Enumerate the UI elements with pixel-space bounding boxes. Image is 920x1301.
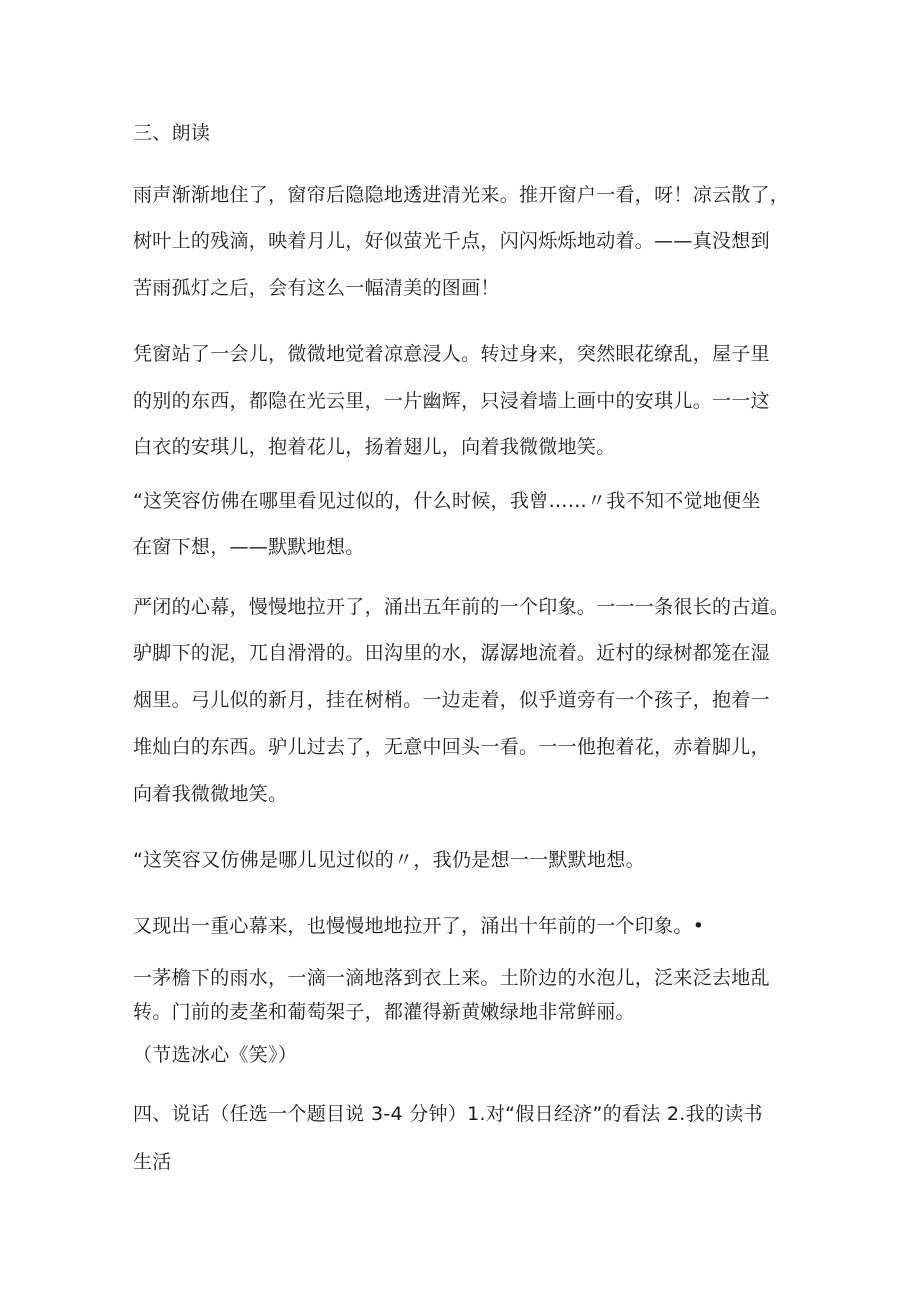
paragraph-2-line-3: 白衣的安琪儿，抱着花儿，扬着翅儿，向着我微微地笑。 [133,436,616,458]
section-4-line-2: 生活 [133,1151,172,1173]
paragraph-7-line-2: 转。门前的麦垄和葡萄架子，都灌得新黄嫩绿地非常鲜丽。 [133,1001,635,1023]
paragraph-4-line-1: 严闭的心幕，慢慢地拉开了，涌出五年前的一个印象。一一一条很长的古道。 [133,596,790,618]
section-3-heading: 三、朗读 [133,122,211,144]
paragraph-1-line-1: 雨声渐渐地住了，窗帘后隐隐地透进清光来。推开窗户一看，呀！凉云散了， [133,184,790,206]
paragraph-2-line-1: 凭窗站了一会儿，微微地觉着凉意浸人。转过身来，突然眼花缭乱，屋子里 [133,343,770,365]
paragraph-4-line-5: 向着我微微地笑。 [133,783,288,805]
paragraph-5-line-1: “这笑容又仿佛是哪儿见过似的〃，我仍是想一一默默地想。 [133,849,645,871]
section-4-line-1: 四、说话（任选一个题目说 3-4 分钟）1.对“假日经济”的看法 2.我的读书 [133,1103,763,1125]
paragraph-4-line-2: 驴脚下的泥，兀自滑滑的。田沟里的水，潺潺地流着。近村的绿树都笼在湿 [133,642,770,664]
paragraph-7-line-1: 一茅檐下的雨水，一滴一滴地落到衣上来。土阶边的水泡儿，泛来泛去地乱 [133,967,770,989]
paragraph-6-line-1: 又现出一重心幕来，也慢慢地地拉开了，涌出十年前的一个印象。• [133,915,705,937]
paragraph-3-line-1: “这笑容仿佛在哪里看见过似的，什么时候，我曾……〃我不知不觉地便坐 [133,490,761,512]
paragraph-1-line-3: 苦雨孤灯之后，会有这么一幅清美的图画！ [133,277,500,299]
paragraph-2-line-2: 的别的东西，都隐在光云里，一片幽辉，只浸着墙上画中的安琪儿。一一这 [133,390,770,412]
source-citation: （节选冰心《笑》） [133,1044,298,1066]
paragraph-3-line-2: 在窗下想，——默默地想。 [133,536,365,558]
paragraph-1-line-2: 树叶上的残滴，映着月儿，好似萤光千点，闪闪烁烁地动着。——真没想到 [133,230,770,252]
paragraph-4-line-3: 烟里。弓儿似的新月，挂在树梢。一边走着，似乎道旁有一个孩子，抱着一 [133,689,770,711]
paragraph-4-line-4: 堆灿白的东西。驴儿过去了，无意中回头一看。一一他抱着花，赤着脚儿， [133,736,770,758]
